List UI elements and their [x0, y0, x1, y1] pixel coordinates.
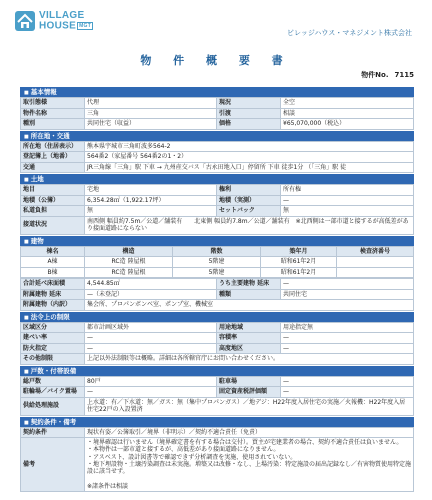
- building-structure: RC造 陸屋根: [85, 257, 173, 268]
- field-value: 80戸: [85, 376, 217, 387]
- property-number-value: 7115: [394, 71, 414, 79]
- field-label: 価格: [217, 119, 281, 130]
- field-value: 熊本県宇城市三角町波多564-2: [85, 141, 414, 152]
- field-label: 供給処理施設: [21, 397, 85, 415]
- field-value: 上水道：有／下水道：無／ガス：無（集中プロパンガス）／地デジ：H22年度入居住宅の実施／火報機：H22年度入居住宅22戸の入設置済: [85, 397, 414, 415]
- field-value: 6,354.28㎡（1,922.17坪）: [85, 195, 217, 206]
- table-row: [21, 289, 414, 300]
- field-label: その他制限: [21, 354, 85, 365]
- table-row: [21, 195, 414, 206]
- field-value: 上記以外法制限等は概略。詳細は各所轄官庁にお問い合わせください。: [85, 354, 414, 365]
- building-floors: 5階建: [173, 267, 261, 278]
- section-basic: ■ 基本情報: [20, 87, 414, 97]
- table-row: [21, 279, 414, 290]
- section-units: ■ 戸数・付帯設備: [20, 366, 414, 376]
- field-value: 無: [281, 206, 414, 217]
- field-label: 附属建物 延床: [21, 289, 85, 300]
- field-value: —: [85, 387, 217, 398]
- field-value: 現状有姿／公簿取引／境界（非明示）／契約不適合責任（免責）: [85, 427, 414, 438]
- column-header: 棟名: [21, 246, 85, 257]
- table-row: [21, 257, 414, 268]
- field-label: 駐輪場／バイク置場: [21, 387, 85, 398]
- section-building: ■ 建物: [20, 236, 414, 246]
- field-value: —: [281, 195, 414, 206]
- field-value: 共同住宅: [281, 289, 414, 300]
- column-header: 検査済番号: [337, 246, 414, 257]
- section-land: ■ 土地: [20, 174, 414, 184]
- table-row: [21, 438, 414, 492]
- village-house-logo: [14, 10, 93, 32]
- field-label: 容積率: [217, 333, 281, 344]
- document-title: 物 件 概 要 書: [140, 54, 292, 67]
- logo-line1: VILLAGE: [39, 9, 85, 21]
- column-header: 構造: [85, 246, 173, 257]
- field-label: 防火指定: [21, 343, 85, 354]
- field-label: 地目: [21, 185, 85, 196]
- field-value: 共同住宅（収益）: [85, 119, 217, 130]
- note-line: ・本物件は一部市道と接するが、高低差があり接面道路になりません。: [87, 446, 280, 454]
- contract-table: [20, 427, 414, 493]
- property-sheet: [20, 86, 414, 492]
- field-label: 固定資産税評価額: [217, 387, 281, 398]
- field-label: 種別: [21, 119, 85, 130]
- field-label: 地積（実測）: [217, 195, 281, 206]
- building-structure: RC造 陸屋根: [85, 267, 173, 278]
- logo-line2: HOUSE: [39, 20, 77, 32]
- law-table: [20, 322, 414, 365]
- table-row: [21, 267, 414, 278]
- building-built: 昭和61年2月: [261, 257, 337, 268]
- field-label: 駐車場: [217, 376, 281, 387]
- building-name: B棟: [21, 267, 85, 278]
- notes-cell: [85, 438, 414, 492]
- field-label: 引渡: [217, 108, 281, 119]
- field-value: —: [281, 387, 414, 398]
- field-label: 合計延べ床面積: [21, 279, 85, 290]
- section-location-title: 所在地・交通: [30, 131, 70, 140]
- field-value: 三角: [85, 108, 217, 119]
- section-location: ■ 所在地・交通: [20, 131, 414, 141]
- field-label: うち主要建物 延床: [217, 279, 281, 290]
- building-built: 昭和61年2月: [261, 267, 337, 278]
- field-value: —（未登記）: [85, 289, 217, 300]
- table-row: [21, 427, 414, 438]
- table-row: [21, 185, 414, 196]
- section-contract-title: 契約条件・備考: [30, 417, 77, 426]
- field-label: 権利: [217, 185, 281, 196]
- table-row: [21, 387, 414, 398]
- house-icon: [14, 10, 36, 32]
- column-header: 築年月: [261, 246, 337, 257]
- table-row: [21, 354, 414, 365]
- table-row: [21, 300, 414, 311]
- field-label: 建ぺい率: [21, 333, 85, 344]
- field-label: 交通: [21, 162, 85, 173]
- field-label: 種類: [217, 289, 281, 300]
- table-row: [21, 206, 414, 217]
- property-number-label: 物件No.: [361, 71, 389, 79]
- field-label: セットバック: [217, 206, 281, 217]
- field-value: —: [85, 343, 217, 354]
- table-row: [21, 333, 414, 344]
- table-row: [21, 141, 414, 152]
- section-basic-title: 基本情報: [30, 88, 57, 96]
- field-label: 所在地（住居表示）: [21, 141, 85, 152]
- field-value: 代理: [85, 98, 217, 109]
- field-label: 登記簿上（地番）: [21, 152, 85, 163]
- section-law-title: 法令上の制限: [30, 312, 70, 321]
- field-label: 私道負担: [21, 206, 85, 217]
- note-line: ・アスベスト、設計図書等で確認できず分析調査を実施、使用されていない。: [87, 453, 297, 461]
- field-value: 所有権: [281, 185, 414, 196]
- field-value: 宅地: [85, 185, 217, 196]
- field-label: 取引態様: [21, 98, 85, 109]
- field-value: —: [281, 333, 414, 344]
- field-label: 現況: [217, 98, 281, 109]
- logo-badge: MGT: [79, 22, 92, 29]
- building-area-table: [20, 278, 414, 311]
- table-row: [21, 98, 414, 109]
- field-label: 備考: [21, 438, 85, 492]
- field-label: 接道状況: [21, 216, 85, 234]
- building-inspection: [337, 257, 414, 268]
- page-header: [0, 0, 432, 48]
- field-value: 564番2（家屋番号 564番2の1・2）: [85, 152, 414, 163]
- field-value: 相談: [281, 108, 414, 119]
- field-value: 都市計画区域外: [85, 322, 217, 333]
- field-value: 4,544.85㎡: [85, 279, 217, 290]
- field-value: 用途指定無: [281, 322, 414, 333]
- section-land-title: 土地: [30, 175, 44, 183]
- note-line: ・境界確認は行いません（境界確定書を有する場合は交付）。買主が宅建業者の場合、契約不適合責任は負いません。: [87, 439, 403, 446]
- field-value: ¥65,070,000（税込）: [281, 119, 414, 130]
- company-name: ビレッジハウス・マネジメント株式会社: [286, 29, 412, 37]
- table-row: [21, 376, 414, 387]
- field-value: 全空: [281, 98, 414, 109]
- property-number: [361, 70, 414, 80]
- field-value: —: [85, 333, 217, 344]
- table-row: [21, 343, 414, 354]
- location-table: [20, 141, 414, 174]
- table-header-row: [21, 246, 414, 257]
- field-label: 総戸数: [21, 376, 85, 387]
- field-value: JR三角線「三角」駅 下車 → 九州産交バス「古永田地入口」停留所 下車 徒歩1分 （「三角」駅 徒: [85, 162, 414, 173]
- column-header: 階数: [173, 246, 261, 257]
- table-row: [21, 397, 414, 415]
- table-row: [21, 162, 414, 173]
- basic-table: [20, 97, 414, 130]
- section-building-title: 建物: [30, 236, 44, 245]
- field-value: —: [281, 343, 414, 354]
- section-units-title: 戸数・付帯設備: [30, 366, 77, 375]
- note-line: [87, 475, 411, 482]
- table-row: [21, 119, 414, 130]
- field-label: 区域区分: [21, 322, 85, 333]
- table-row: [21, 216, 414, 234]
- note-line: ・地下埋設物・土壌汚染調査は未実施。増築又は改修・なし、上場汚染：特定施設の届出記録なし／有害物質使用特定施設に該当せず。: [87, 460, 412, 476]
- units-table: [20, 376, 414, 416]
- table-row: [21, 108, 414, 119]
- field-value: —: [281, 376, 414, 387]
- field-label: 契約条件: [21, 427, 85, 438]
- building-table: [20, 246, 414, 279]
- field-label: 附属建物（内訳）: [21, 300, 85, 311]
- field-label: 高度地区: [217, 343, 281, 354]
- section-contract: ■ 契約条件・備考: [20, 417, 414, 427]
- building-floors: 5階建: [173, 257, 261, 268]
- field-label: 物件名称: [21, 108, 85, 119]
- note-line: ※諸条件は相談: [87, 482, 129, 490]
- section-law: ■ 法令上の制限: [20, 312, 414, 322]
- field-label: 用途地域: [217, 322, 281, 333]
- table-row: [21, 322, 414, 333]
- land-table: [20, 184, 414, 235]
- field-label: 地積（公簿）: [21, 195, 85, 206]
- table-row: [21, 152, 414, 163]
- building-name: A棟: [21, 257, 85, 268]
- field-value: 無: [85, 206, 217, 217]
- building-inspection: [337, 267, 414, 278]
- field-value: 集会所、プロパンボンベ室、ポンプ室、機械室: [85, 300, 414, 311]
- field-value: 南西側 幅員約7.5m／公道／舗装有 北東側 幅員約7.8m／公道／舗装有 ※北西側は一部市道と接するが高低差があり接面道路にならない: [85, 216, 414, 234]
- field-value: —: [281, 279, 414, 290]
